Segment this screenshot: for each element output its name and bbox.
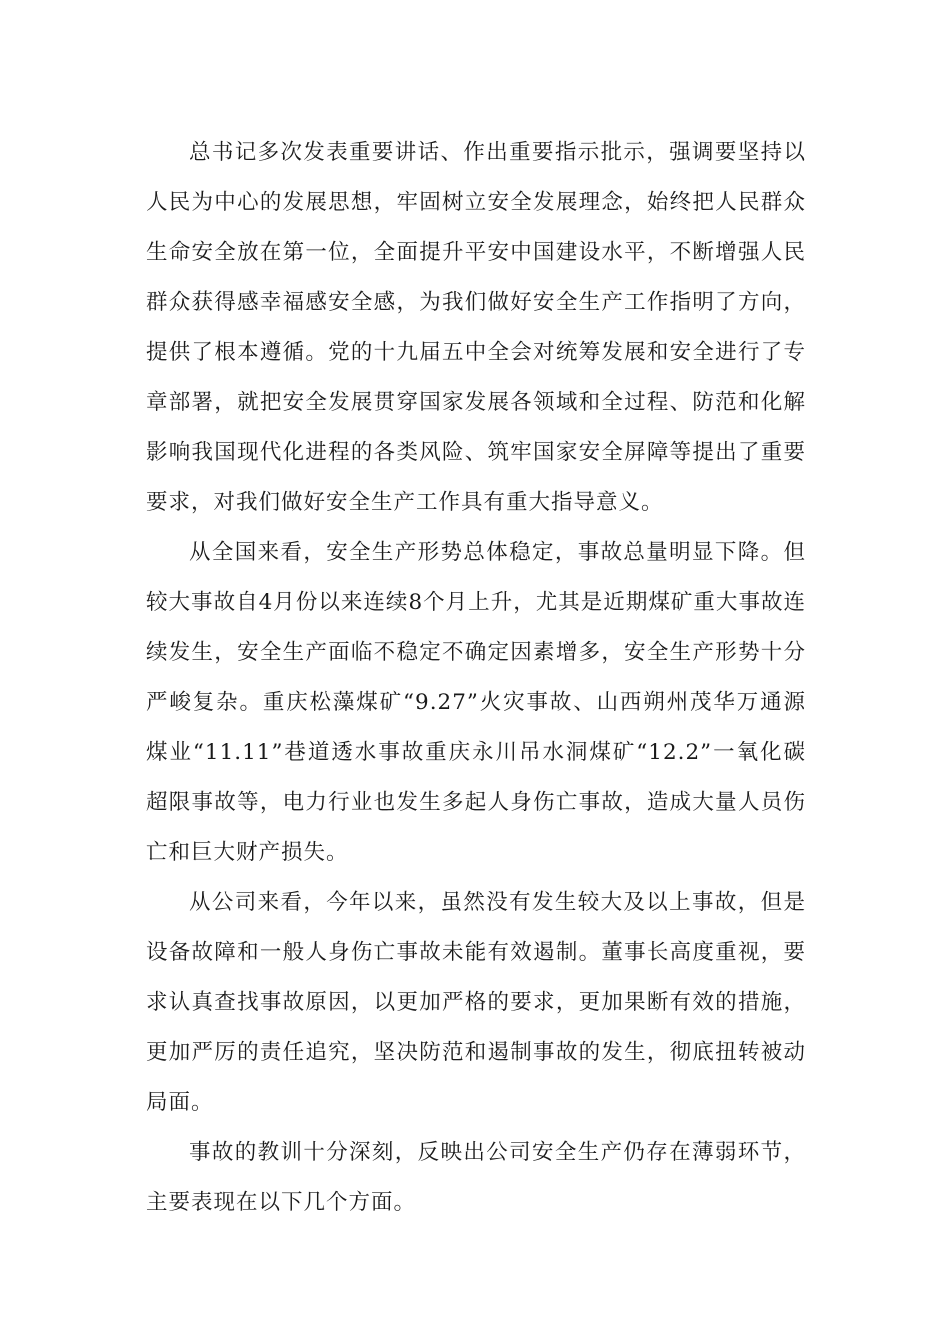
document-body bbox=[146, 128, 806, 1228]
paragraph-3: 从公司来看，今年以来，虽然没有发生较大及以上事故，但是设备故障和一般人身伤亡事故未能有效遏制。董事长高度重视，要求认真查找事故原因，以更加严格的要求，更加果断有效的措施，更加严厉的责任追究，坚决防范和遏制事故的发生，彻底扭转被动局面。 bbox=[146, 890, 806, 1115]
paragraph-1: 总书记多次发表重要讲话、作出重要指示批示，强调要坚持以人民为中心的发展思想，牢固树立安全发展理念，始终把人民群众生命安全放在第一位，全面提升平安中国建设水平，不断增强人民群众获得感幸福感安全感，为我们做好安全生产工作指明了方向，提供了根本遵循。党的十九届五中全会对统筹发展和安全进行了专章部署，就把安全发展贯穿国家发展各领域和全过程、防范和化解影响我国现代化进程的各类风险、筑牢国家安全屏障等提出了重要要求，对我们做好安全生产工作具有重大指导意义。 bbox=[146, 140, 806, 515]
paragraph-4: 事故的教训十分深刻，反映出公司安全生产仍存在薄弱环节，主要表现在以下几个方面。 bbox=[146, 1140, 806, 1215]
paragraph-2: 从全国来看，安全生产形势总体稳定，事故总量明显下降。但较大事故自4月份以来连续8个月上升，尤其是近期煤矿重大事故连续发生，安全生产面临不稳定不确定因素增多，安全生产形势十分严峻复杂。重庆松藻煤矿“9.27”火灾事故、山西朔州茂华万通源煤业“11.11”巷道透水事故重庆永川吊水洞煤矿“12.2”一氧化碳超限事故等，电力行业也发生多起人身伤亡事故，造成大量人员伤亡和巨大财产损失。 bbox=[146, 540, 806, 865]
